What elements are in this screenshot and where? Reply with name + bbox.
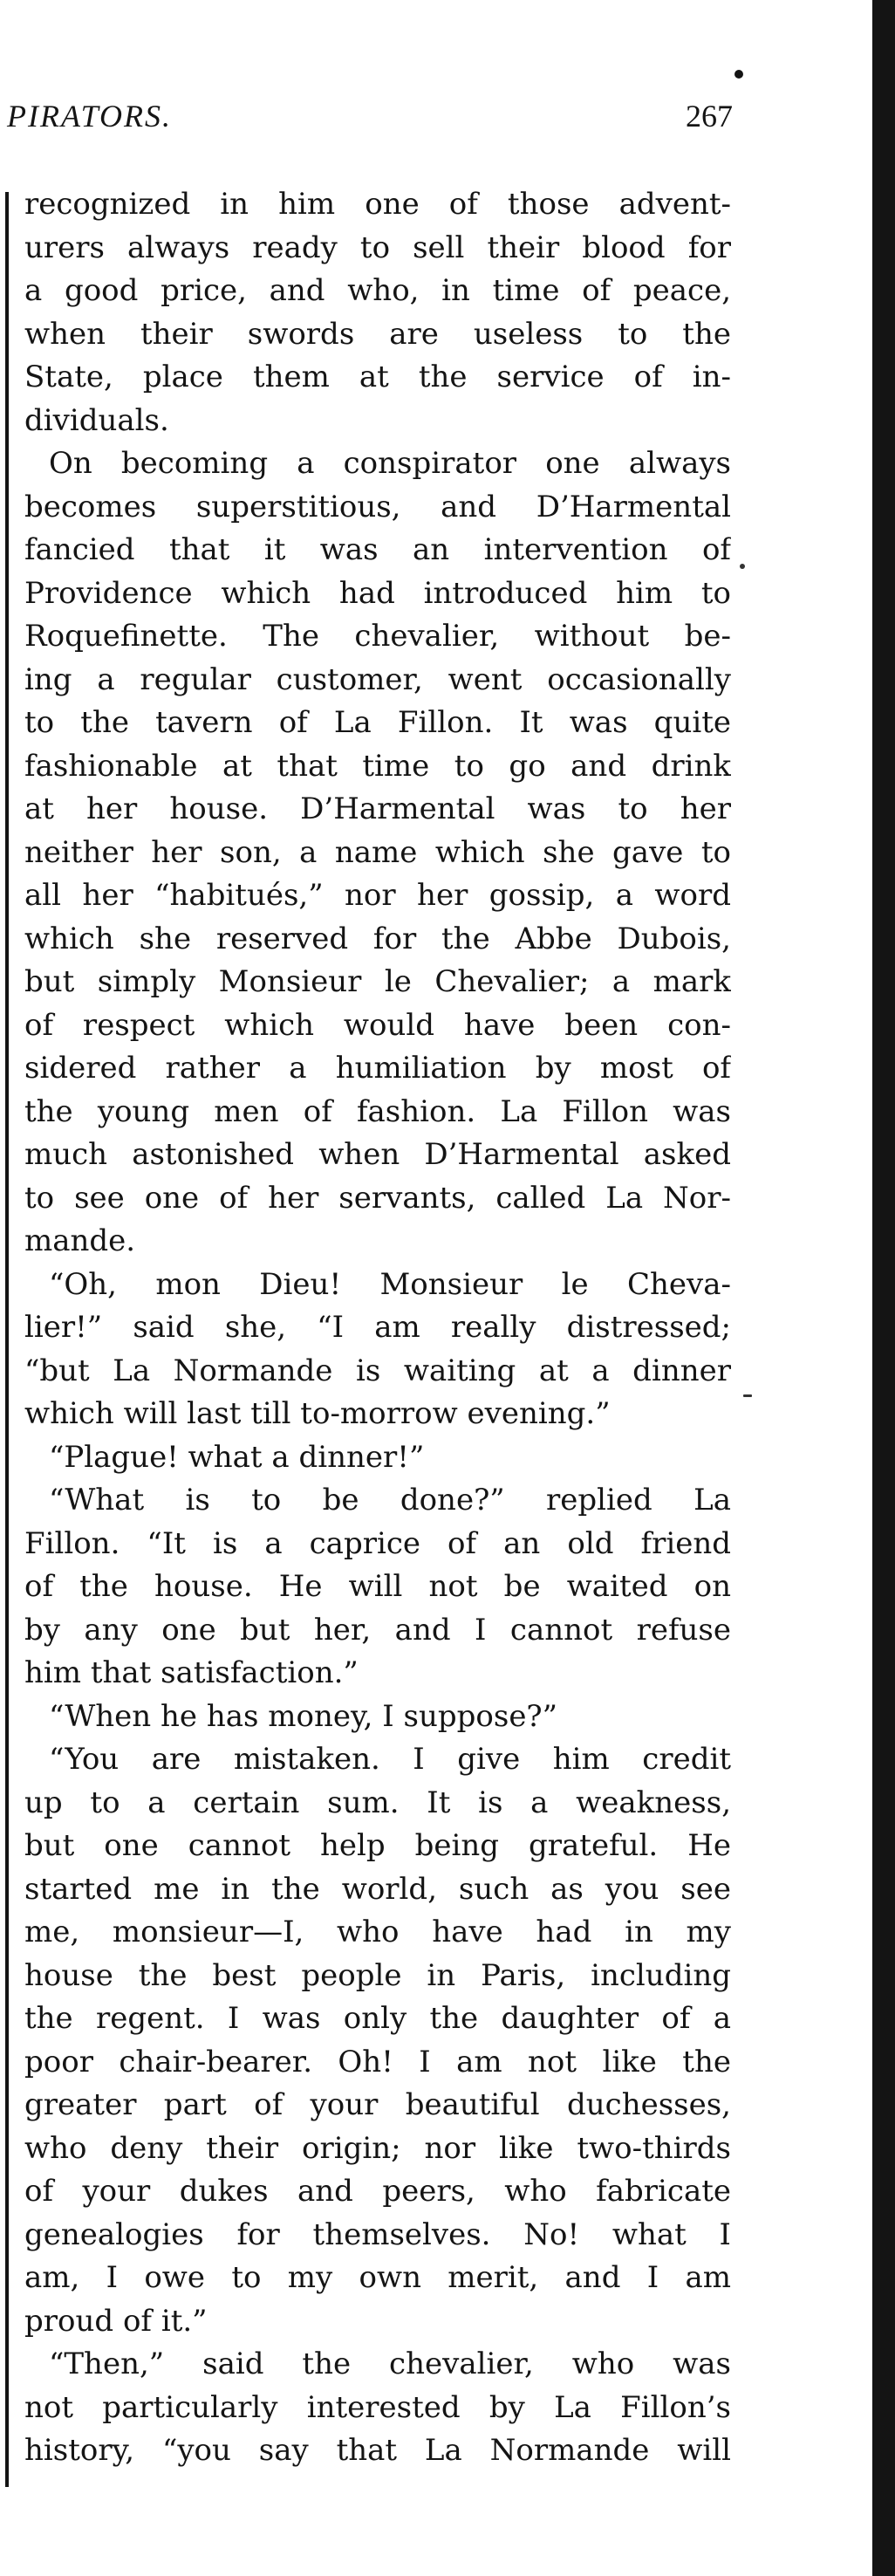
text-line: mande.	[24, 1223, 136, 1258]
text-line: Roquefinette. The chevalier, without be-	[24, 619, 731, 654]
text-line: who deny their origin; nor like two-thirds	[24, 2130, 731, 2166]
margin-rule	[5, 192, 9, 2487]
text-line: the young men of fashion. La Fillon was	[24, 1093, 731, 1129]
text-line: “You are mistaken. I give him credit	[49, 1742, 731, 1777]
text-line: proud of it.”	[24, 2303, 208, 2339]
text-line: fancied that it was an intervention of	[24, 532, 731, 567]
text-line: a good price, and who, in time of peace,	[24, 273, 731, 308]
text-line: Fillon. “It is a caprice of an old friend	[24, 1525, 731, 1561]
text-line: poor chair-bearer. Oh! I am not like the	[24, 2044, 731, 2079]
text-line: all her “habitués,” nor her gossip, a word	[24, 878, 731, 913]
text-line: fashionable at that time to go and drink	[24, 748, 731, 784]
text-line: am, I owe to my own merit, and I am	[24, 2260, 731, 2295]
text-line: to the tavern of La Fillon. It was quite	[24, 705, 731, 740]
text-line: when their swords are useless to the	[24, 316, 731, 352]
text-line: lier!” said she, “I am really distressed;	[24, 1310, 731, 1345]
text-line: started me in the world, such as you see	[24, 1871, 731, 1907]
running-header	[0, 98, 733, 141]
ink-dot-mark	[734, 70, 743, 79]
text-line: which will last till to-morrow evening.”	[24, 1396, 611, 1431]
text-line: “Oh, mon Dieu! Monsieur le Cheva-	[49, 1266, 731, 1302]
margin-speck	[743, 1394, 752, 1397]
text-line: “When he has money, I suppose?”	[49, 1698, 558, 1734]
text-line: “Plague! what a dinner!”	[49, 1439, 425, 1475]
text-line: of your dukes and peers, who fabricate	[24, 2174, 731, 2209]
text-line: State, place them at the service of in-	[24, 360, 731, 394]
text-line: urers always ready to sell their blood for	[24, 230, 731, 265]
running-title: PIRATORS.	[7, 99, 172, 134]
page-number: 267	[686, 99, 733, 134]
text-line: to see one of her servants, called La Nor-	[24, 1180, 731, 1216]
text-line: not particularly interested by La Fillon’s	[24, 2389, 731, 2425]
text-line: dividuals.	[24, 402, 169, 438]
text-line: the regent. I was only the daughter of a	[24, 2001, 731, 2036]
text-line: house the best people in Paris, including	[24, 1957, 731, 1993]
text-line: me, monsieur—I, who have had in my	[24, 1915, 731, 1949]
text-line: “Then,” said the chevalier, who was	[49, 2346, 731, 2381]
margin-speck	[740, 564, 745, 569]
text-line: but simply Monsieur le Chevalier; a mark	[24, 964, 731, 999]
text-line: up to a certain sum. It is a weakness,	[24, 1785, 731, 1820]
text-line: neither her son, a name which she gave to	[24, 834, 731, 870]
text-line: “but La Normande is waiting at a dinner	[24, 1353, 731, 1388]
text-line: sidered rather a humiliation by most of	[24, 1051, 731, 1086]
text-line: On becoming a conspirator one always	[49, 446, 731, 481]
text-line: of the house. He will not be waited on	[24, 1569, 731, 1604]
text-line: “What is to be done?” replied La	[49, 1483, 731, 1518]
text-line: ing a regular customer, went occasionally	[24, 661, 731, 697]
page-edge-shadow	[872, 0, 895, 2576]
body-text	[24, 183, 731, 2473]
text-line: him that satisfaction.”	[24, 1655, 359, 1690]
text-line: much astonished when D’Harmental asked	[24, 1137, 731, 1172]
text-line: genealogies for themselves. No! what I	[24, 2216, 731, 2252]
text-line: greater part of your beautiful duchesses,	[24, 2087, 731, 2122]
text-line: which she reserved for the Abbe Dubois,	[24, 921, 731, 956]
text-line: at her house. D’Harmental was to her	[24, 791, 731, 826]
text-line: but one cannot help being grateful. He	[24, 1828, 731, 1863]
text-line: Providence which had introduced him to	[24, 575, 731, 611]
text-line: history, “you say that La Normande will	[24, 2433, 731, 2468]
text-line: by any one but her, and I cannot refuse	[24, 1612, 731, 1648]
text-line: becomes superstitious, and D’Harmental	[24, 489, 731, 524]
text-line: recognized in him one of those advent-	[24, 187, 731, 222]
text-line: of respect which would have been con-	[24, 1007, 731, 1043]
